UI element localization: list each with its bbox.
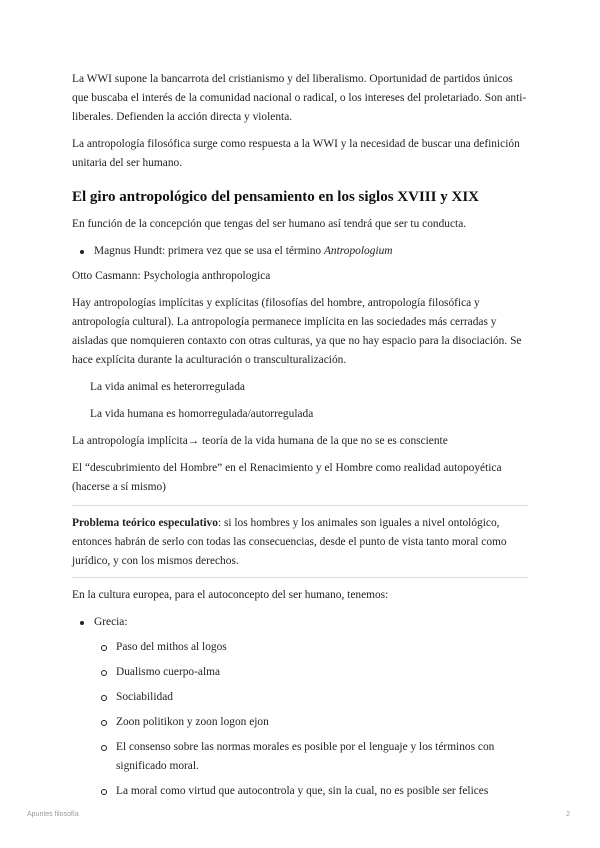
paragraph-casmann: Otto Casmann: Psychologia anthropologica [72, 270, 271, 282]
page-number: 2 [566, 811, 570, 818]
list-item-text: Sociabilidad [116, 691, 173, 703]
footer-title: Apuntes filosofía [27, 811, 79, 818]
cultura-list [72, 613, 528, 801]
paragraph-antropologia-filosofica: La antropología filosófica surge como respuesta a la WWI y la necesidad de buscar una definición unitaria del ser humano. [72, 138, 520, 169]
circle-bullet-icon [101, 645, 107, 651]
page-footer [27, 811, 570, 818]
problema-label: Problema teórico especulativo [72, 517, 218, 529]
paragraph-problema [72, 514, 528, 571]
paragraph-descubrimiento: El “descubrimiento del Hombre” en el Renacimiento y el Hombre como realidad autopoyética (hacerse a sí mismo) [72, 462, 502, 493]
list-item-text: Paso del mithos al logos [116, 641, 227, 653]
hundt-term: Antropologium [323, 245, 393, 257]
paragraph-wwi: La WWI supone la bancarrota del cristianismo y del liberalismo. Oportunidad de partidos únicos que buscaba el interés de la comunidad nacional o radical, o los intereses del proletariado. Son anti-liberales. Defienden la acción directa y violenta. [72, 73, 527, 123]
list-item [94, 738, 528, 776]
problema-text: : si los hombres y los animales son iguales a nivel ontológico, entonces habrán de serlo con todas las consecuencias, desde el punto de vista tanto moral como jurídico, y con los mismos derechos. [72, 517, 507, 567]
circle-bullet-icon [101, 745, 107, 751]
list-item [94, 638, 528, 657]
list-item-text: El consenso sobre las normas morales es posible por el lenguaje y los términos con significado moral. [116, 741, 495, 772]
paragraph-vida-animal: La vida animal es heterorregulada [90, 381, 245, 393]
list-item-hundt [72, 242, 528, 261]
circle-bullet-icon [101, 720, 107, 726]
list-item [94, 782, 528, 801]
paragraph-cultura: En la cultura europea, para el autoconcepto del ser humano, tenemos: [72, 589, 389, 601]
section-heading: El giro antropológico del pensamiento en los siglos XVIII y XIX [72, 189, 479, 205]
document-page [72, 70, 528, 807]
list-item-text: La moral como virtud que autocontrola y que, sin la cual, no es posible ser felices [116, 785, 489, 797]
bullet-icon [80, 621, 84, 625]
list-item [94, 688, 528, 707]
list-item [94, 713, 528, 732]
divider [72, 505, 528, 506]
bullet-icon [80, 250, 84, 254]
list-item-text: Dualismo cuerpo-alma [116, 666, 221, 678]
circle-bullet-icon [101, 789, 107, 795]
list-item [94, 663, 528, 682]
circle-bullet-icon [101, 670, 107, 676]
list-item-text: Zoon politikon y zoon logon ejon [116, 716, 269, 728]
paragraph-antropologias: Hay antropologías implícitas y explícitas (filosofías del hombre, antropología filosófica y antropología cultural). La antropología permanece implícita en las sociedades más cerradas y aisladas que nomquieren contaxto con otras culturas, ya que no hay espacio para la disociación. Se hace explícita durante la aculturación o transculturalización. [72, 297, 522, 366]
divider [72, 577, 528, 578]
paragraph-implicita: La antropología implícita→ teoría de la vida humana de la que no se es consciente [72, 435, 448, 447]
paragraph-vida-humana: La vida humana es homorregulada/autorregulada [90, 408, 314, 420]
circle-bullet-icon [101, 695, 107, 701]
paragraph-funcion: En función de la concepción que tengas del ser humano así tendrá que ser tu conducta. [72, 218, 467, 230]
grecia-label: Grecia: [94, 616, 128, 628]
hundt-list [72, 242, 528, 261]
list-item-grecia [72, 613, 528, 801]
hundt-text: Magnus Hundt: primera vez que se usa el término [94, 245, 324, 257]
grecia-sublist [94, 638, 528, 801]
